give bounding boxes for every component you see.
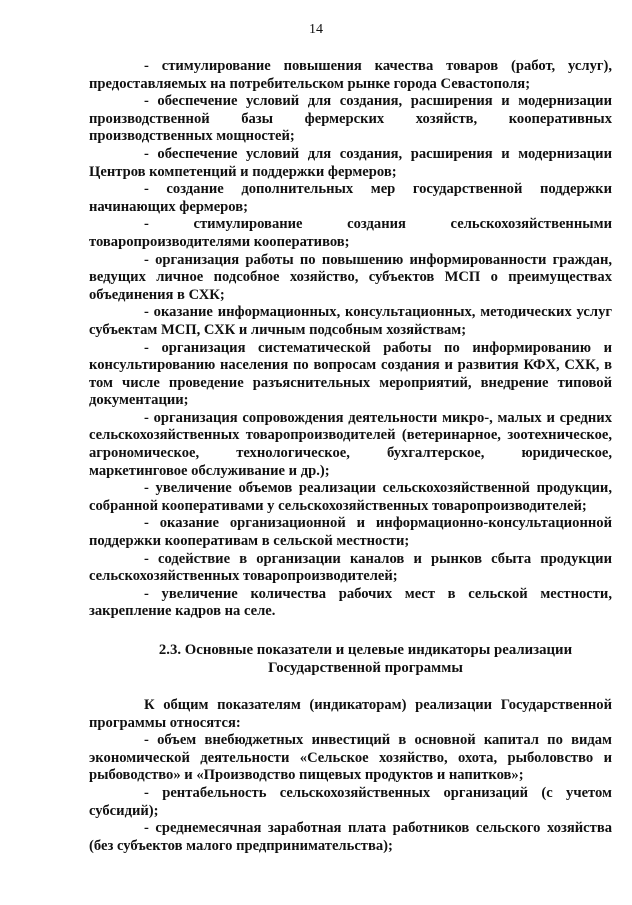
list-item: - содействие в организации каналов и рынков сбыта продукции сельскохозяйственных товаропроизводителей; bbox=[89, 550, 612, 585]
list-item: - стимулирование создания сельскохозяйственными товаропроизводителями кооперативов; bbox=[89, 216, 612, 250]
list-item: - среднемесячная заработная плата работников сельского хозяйства (без субъектов малого предпринимательства); bbox=[89, 820, 612, 854]
page-number: 14 bbox=[309, 22, 323, 37]
list-item: - оказание информационных, консультационных, методических услуг субъектам МСП, СХК и личным подсобным хозяйствам; bbox=[89, 304, 612, 338]
list-item: - обеспечение условий для создания, расширения и модернизации производственной базы фермерских хозяйств, кооперативных производственных мощностей; bbox=[89, 93, 612, 145]
list-item: - увеличение количества рабочих мест в сельской местности, закрепление кадров на селе. bbox=[89, 585, 612, 620]
list-item: - обеспечение условий для создания, расширения и модернизации Центров компетенций и поддержки фермеров; bbox=[89, 145, 612, 180]
list-item: - организация сопровождения деятельности микро-, малых и средних сельскохозяйственных товаропроизводителей (ветеринарное, зоотехническое, агрономическое, технологическое, бухгалтерское, юридическое, маркетинговое обслуживание и др.); bbox=[89, 409, 612, 479]
section-heading-line-1: 2.3. Основные показатели и целевые индикаторы реализации bbox=[158, 642, 573, 658]
intro-paragraph: К общим показателям (индикаторам) реализации Государственной программы относятся: bbox=[89, 697, 612, 731]
list-item: - организация систематической работы по информированию и консультированию населения по вопросам создания и развития КФХ, СХК, в том числе проведение разъяснительных мероприятий, внедрение типовой документации; bbox=[89, 339, 612, 409]
list-item: - оказание организационной и информационно-консультационной поддержки кооперативам в сельской местности; bbox=[89, 515, 612, 550]
list-item: - создание дополнительных мер государственной поддержки начинающих фермеров; bbox=[89, 181, 612, 215]
document-body bbox=[89, 58, 612, 855]
list-item: - увеличение объемов реализации сельскохозяйственной продукции, собранной кооперативами у сельскохозяйственных товаропроизводителей; bbox=[89, 480, 612, 514]
list-item: - объем внебюджетных инвестиций в основной капитал по видам экономической деятельности «Сельское хозяйство, охота, рыболовство и рыбоводство» и «Производство пищевых продуктов и напитков»; bbox=[89, 732, 612, 784]
section-heading-line-2: Государственной программы bbox=[268, 660, 463, 676]
list-item: - стимулирование повышения качества товаров (работ, услуг), предоставляемых на потребительском рынке города Севастополя; bbox=[89, 58, 612, 92]
list-item: - рентабельность сельскохозяйственных организаций (с учетом субсидий); bbox=[89, 784, 612, 819]
list-item: - организация работы по повышению информированности граждан, ведущих личное подсобное хозяйство, субъектов МСП о преимуществах объединения в СХК; bbox=[89, 251, 612, 303]
section-heading bbox=[89, 641, 612, 677]
